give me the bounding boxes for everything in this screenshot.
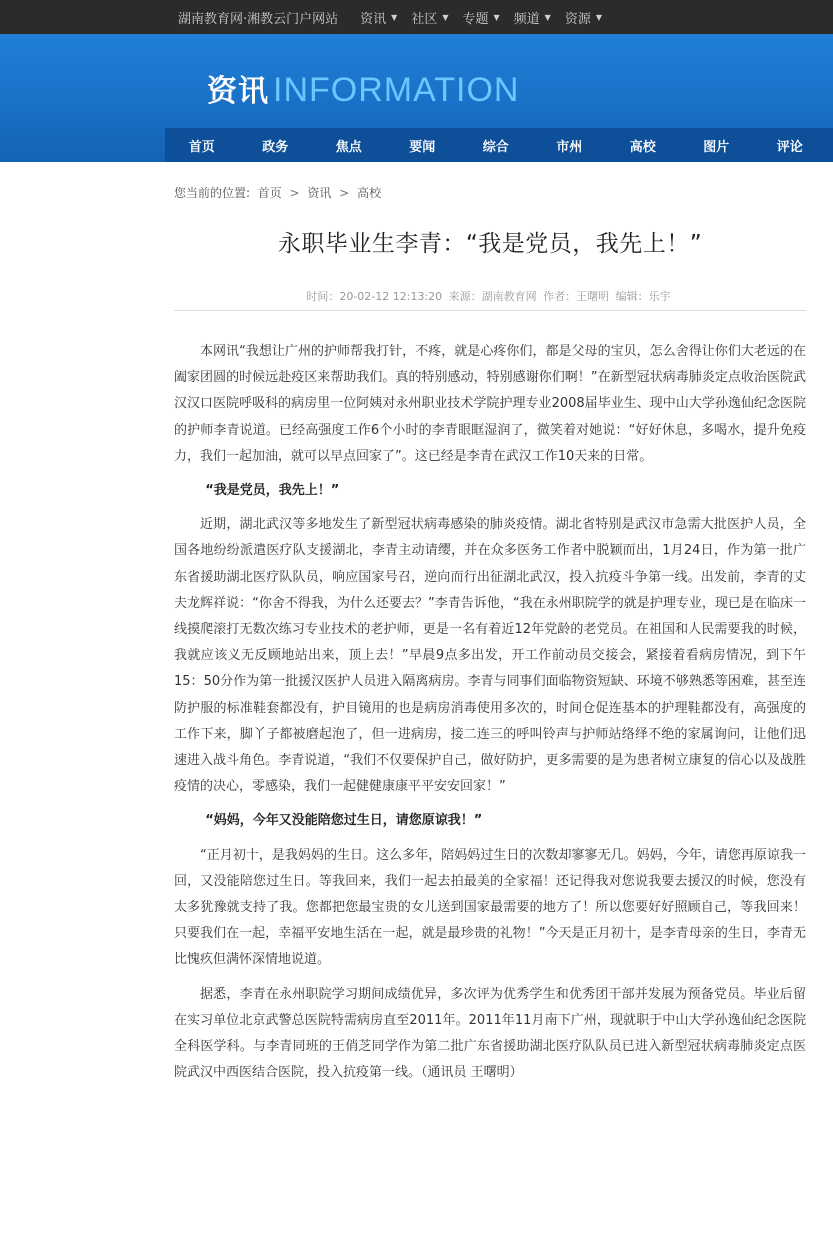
breadcrumb-separator: > — [339, 186, 350, 200]
meta-editor: 编辑：乐宇 — [615, 290, 671, 303]
breadcrumb-separator: > — [289, 186, 300, 200]
main-nav — [165, 128, 833, 162]
caret-down-icon: ▼ — [493, 12, 500, 22]
nav-item-cities[interactable]: 市州 — [556, 139, 583, 155]
top-menu-label: 资源 — [564, 11, 591, 27]
article-subheading: “我是党员，我先上！” — [205, 483, 340, 499]
nav-item-universities[interactable]: 高校 — [629, 139, 656, 155]
article-paragraph: “正月初十，是我妈妈的生日。这么多年，陪妈妈过生日的次数却寥寥无几。妈妈，今年，请您再原谅我一回，又没能陪您过生日。等我回来，我们一起去拍最美的全家福！还记得我对您说我要去援汉的时候，您没有太多犹豫就支持了我。您都把您最宝贵的女儿送到国家最需要的地方了！所以您要好好照顾自己，等我回来！只要我们在一起，幸福平安地生活在一起，就是最珍贵的礼物！”今天是正月初十，是李青母亲的生日，李青无比愧疚但满怀深情地说道。 — [174, 847, 806, 968]
breadcrumb-universities[interactable]: 高校 — [357, 186, 382, 200]
breadcrumb-home[interactable]: 首页 — [257, 186, 282, 200]
top-menu-label: 专题 — [462, 11, 489, 27]
article-paragraph: 据悉，李青在永州职院学习期间成绩优异，多次评为优秀学生和优秀团干部并发展为预备党员。毕业后留在实习单位北京武警总医院特需病房直至2011年。2011年11月南下广州，现就职于中山大学孙逸仙纪念医院全科医学科。与李青同班的王俏芝同学作为第二批广东省援助湖北医疗队队员已进入新型冠状病毒肺炎定点医院武汉中西医结合医院，投入抗疫第一线。（通讯员 王曙明） — [174, 986, 806, 1081]
top-menu-community[interactable] — [411, 8, 448, 27]
top-utility-bar — [0, 0, 833, 34]
caret-down-icon: ▼ — [391, 12, 398, 22]
nav-item-government[interactable]: 政务 — [262, 139, 289, 155]
meta-time: 时间：20-02-12 12:13:20 — [306, 290, 443, 303]
article-body — [174, 339, 806, 1086]
top-menu-label: 频道 — [513, 11, 540, 27]
nav-item-focus[interactable]: 焦点 — [335, 139, 362, 155]
site-name-link[interactable]: 湖南教育网·湘教云门户网站 — [178, 11, 339, 27]
breadcrumb-label: 您当前的位置: — [174, 186, 251, 200]
meta-author: 作者：王曙明 — [543, 290, 610, 303]
article-title: 永职毕业生李青：“我是党员，我先上！” — [277, 231, 703, 257]
breadcrumb — [174, 184, 806, 201]
meta-source: 来源：湖南教育网 — [448, 290, 537, 303]
article-subheading: “妈妈，今年又没能陪您过生日，请您原谅我！” — [205, 813, 483, 829]
caret-down-icon: ▼ — [544, 12, 551, 22]
top-menu-channels[interactable] — [514, 8, 551, 27]
article-container — [174, 162, 806, 1094]
article-paragraph: 本网讯“我想让广州的护师帮我打针，不疼，就是心疼你们，都是父母的宝贝，怎么舍得让你们大老远的在阖家团圆的时候远赴疫区来帮助我们。真的特别感动，特别感谢你们啊！”在新型冠状病毒肺炎定点收治医院武汉汉口医院呼吸科的病房里一位阿姨对永州职业技术学院护理专业2008届毕业生、现中山大学孙逸仙纪念医院的护师李青说道。已经高强度工作6个小时的李青眼眶湿润了，微笑着对她说：“好好休息，多喝水，提升免疫力，我们一起加油，就可以早点回家了”。这已经是李青在武汉工作10天来的日常。 — [174, 344, 806, 464]
nav-item-pictures[interactable]: 图片 — [703, 139, 730, 155]
top-menu — [360, 8, 616, 27]
article-meta — [174, 288, 806, 311]
top-menu-label: 社区 — [411, 11, 438, 27]
top-menu-label: 资讯 — [360, 11, 387, 27]
nav-item-headlines[interactable]: 要闻 — [409, 139, 436, 155]
caret-down-icon: ▼ — [442, 12, 449, 22]
nav-item-home[interactable]: 首页 — [188, 139, 215, 155]
caret-down-icon: ▼ — [595, 12, 602, 22]
top-menu-news[interactable] — [360, 8, 397, 27]
breadcrumb-news[interactable]: 资讯 — [307, 186, 332, 200]
nav-item-comments[interactable]: 评论 — [776, 139, 803, 155]
logo-text-cn: 资讯 — [207, 74, 269, 109]
nav-item-general[interactable]: 综合 — [482, 139, 509, 155]
logo-text-en: INFORMATION — [273, 71, 520, 109]
header-banner — [0, 34, 833, 162]
section-logo[interactable] — [207, 66, 519, 110]
top-menu-resources[interactable] — [565, 8, 602, 27]
article-paragraph: 近期，湖北武汉等多地发生了新型冠状病毒感染的肺炎疫情。湖北省特别是武汉市急需大批医护人员，全国各地纷纷派遣医疗队支援湖北，李青主动请缨，并在众多医务工作者中脱颖而出，1月24日，作为第一批广东省援助湖北医疗队队员，响应国家号召，逆向而行出征湖北武汉，投入抗疫斗争第一线。出发前，李青的丈夫龙辉祥说：“你舍不得我，为什么还要去？”李青告诉他，“我在永州职院学的就是护理专业，现已是在临床一线摸爬滚打无数次练习专业技术的老护师，更是一名有着近12年党龄的老党员。在祖国和人民需要我的时候，我就应该义无反顾地站出来，顶上去！”早晨9点多出发，开工作前动员交接会，紧接着看病房情况，到下午15：50分作为第一批援汉医护人员进入隔离病房。李青与同事们面临物资短缺、环境不够熟悉等困难，甚至连防护服的标准鞋套都没有，护目镜用的也是病房消毒使用多次的，时间仓促连基本的护理鞋都没有，高强度的工作下来，脚丫子都被磨起泡了，但一进病房，接二连三的呼叫铃声与护师站络绎不绝的家属询问，让他们迅速进入战斗角色。李青说道，“我们不仅要保护自己，做好防护，更多需要的是为患者树立康复的信心以及战胜疫情的决心，零感染，我们一起健健康康平平安安回家！” — [174, 517, 806, 795]
top-menu-topics[interactable] — [462, 8, 499, 27]
